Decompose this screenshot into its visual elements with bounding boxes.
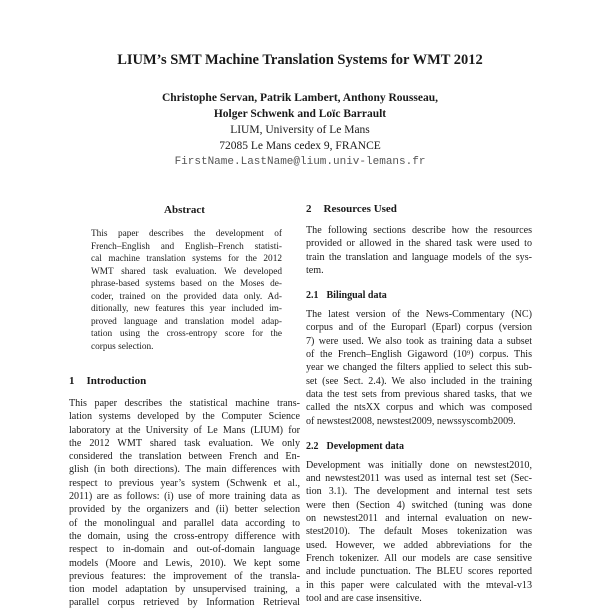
body-line: French tokenizer. All our models are case sensitive — [306, 552, 532, 564]
body-line: The latest version of the News-Commentary (NC) — [306, 309, 532, 321]
body-line: stest2010). The default Moses tokenization was — [306, 526, 532, 538]
abstract-line: WMT shared task evaluation. We developed — [91, 266, 282, 277]
abstract-line: coder, trained on the provided data only. Ad- — [91, 291, 282, 302]
body-line: 7) were used. We also took as training data a subset — [306, 335, 532, 347]
body-line: of the monolingual and parallel data according to — [69, 517, 300, 529]
abstract-line: ditionally, new features this year included im- — [91, 304, 282, 314]
email: FirstName.LastName@lium.univ-lemans.fr — [174, 156, 426, 168]
body-line: of newstest2008, newstest2009, newssyscomb2009. — [306, 415, 516, 427]
body-line: called the ntsXX corpus and which was composed — [306, 402, 532, 414]
authors-line-2: Holger Schwenk and Loïc Barrault — [213, 108, 387, 120]
section-heading-resources — [306, 203, 532, 215]
body-line: previous features: the improvement of the transla- — [69, 570, 300, 582]
subsection-number: 2.2 — [306, 440, 319, 452]
introduction-body — [69, 397, 300, 610]
address: 72085 Le Mans cedex 9, FRANCE — [219, 140, 381, 152]
body-line: tool and are case insensitive. — [306, 592, 422, 604]
section-number: 1 — [69, 375, 75, 387]
body-line: The following sections describe how the resources — [306, 225, 532, 236]
body-line: tion 3.1). The development and internal test sets — [306, 486, 532, 498]
abstract-heading: Abstract — [164, 204, 205, 216]
body-line: used. However, we added abbreviations for the — [306, 539, 532, 551]
subsection-heading-bilingual — [306, 290, 532, 301]
section-title: Introduction — [86, 375, 147, 387]
subsection-heading-development — [306, 441, 532, 452]
body-line: tion model adaptation by unsupervised training, a — [69, 584, 300, 596]
abstract-line: This paper describes the development of — [91, 229, 282, 239]
resources-body — [306, 224, 532, 277]
body-line: and include punctuation. The BLEU scores reported — [306, 566, 532, 578]
body-line: the domain, using the cross-entropy difference with — [69, 530, 300, 542]
body-line: lation systems developed by the Computer Science — [69, 411, 300, 423]
affiliation: LIUM, University of Le Mans — [230, 124, 370, 136]
abstract-line: cal machine translation systems for the 2012 — [91, 254, 282, 264]
body-line: considered the translation between French and En- — [69, 451, 300, 463]
body-line: respect to previous year’s system (Schwenk et al., — [69, 477, 300, 489]
body-line: Development was initially done on newstest2010, — [306, 459, 532, 471]
subsection-title: Development data — [326, 440, 404, 452]
authors-line-1: Christophe Servan, Patrik Lambert, Anthony Rousseau, — [161, 92, 439, 104]
body-line: in this paper were calculated with the mteval-v13 — [306, 579, 532, 591]
body-line: respect to in-domain and out-of-domain language — [69, 544, 300, 556]
abstract-line: tation using the cross-entropy score for the — [91, 329, 282, 339]
development-body — [306, 459, 532, 605]
body-line: provided or allowed in the shared task were used to — [306, 238, 532, 250]
body-line: data the test sets from previous shared tasks, that we — [306, 388, 532, 400]
abstract-line: proved language and translation model adap- — [91, 316, 282, 327]
body-line: tem. — [306, 264, 324, 276]
left-column — [69, 200, 300, 610]
body-line: were then (Section 4) switched (tuning was done — [306, 499, 532, 511]
body-line: This paper describes the statistical machine trans- — [69, 398, 300, 409]
body-line: glish (in both directions). The main differences with — [69, 464, 300, 476]
body-line: 2011) are as follows: (i) use of more training data as — [69, 491, 300, 503]
body-line: set (see Sect. 2.4). We also included in the training — [306, 375, 532, 387]
abstract-line: French–English and English–French statisti- — [91, 241, 282, 252]
section-heading-introduction — [69, 375, 300, 387]
body-line: parallel corpus retrieved by Information Retrieval — [69, 597, 300, 609]
body-line: and newstest2011 was used as internal test set (Sec- — [306, 473, 532, 485]
body-line: corpus and of the Europarl (Eparl) corpus (version — [306, 322, 532, 334]
body-line: train the translation and language models of the sys- — [306, 251, 532, 263]
right-column — [306, 200, 532, 605]
abstract-line: phrase-based systems based on the Moses de- — [91, 279, 282, 289]
body-line: laboratory at the University of Le Mans (LIUM) for — [69, 424, 300, 436]
body-line: the 2012 WMT shared task evaluation. We only — [69, 437, 300, 449]
section-title: Resources Used — [323, 203, 397, 215]
body-line: of the French–English Gigaword (10⁹) corpus. This — [306, 349, 532, 361]
body-line: year we changed the filters applied to select this sub- — [306, 362, 532, 374]
paper-title: LIUM’s SMT Machine Translation Systems for WMT 2012 — [117, 52, 483, 68]
body-line: models (Moore and Lewis, 2010). We kept some — [69, 557, 300, 569]
bilingual-body — [306, 308, 532, 428]
abstract-line: corpus selection. — [91, 341, 154, 352]
body-line: on newstest2011 and internal evaluation on new- — [306, 513, 532, 525]
section-number: 2 — [306, 203, 312, 215]
abstract-body — [91, 228, 282, 353]
subsection-number: 2.1 — [306, 290, 319, 302]
author-block — [0, 90, 600, 170]
subsection-title: Bilingual data — [326, 290, 387, 302]
body-line: provided by the organizers and (ii) better selection — [69, 504, 300, 516]
